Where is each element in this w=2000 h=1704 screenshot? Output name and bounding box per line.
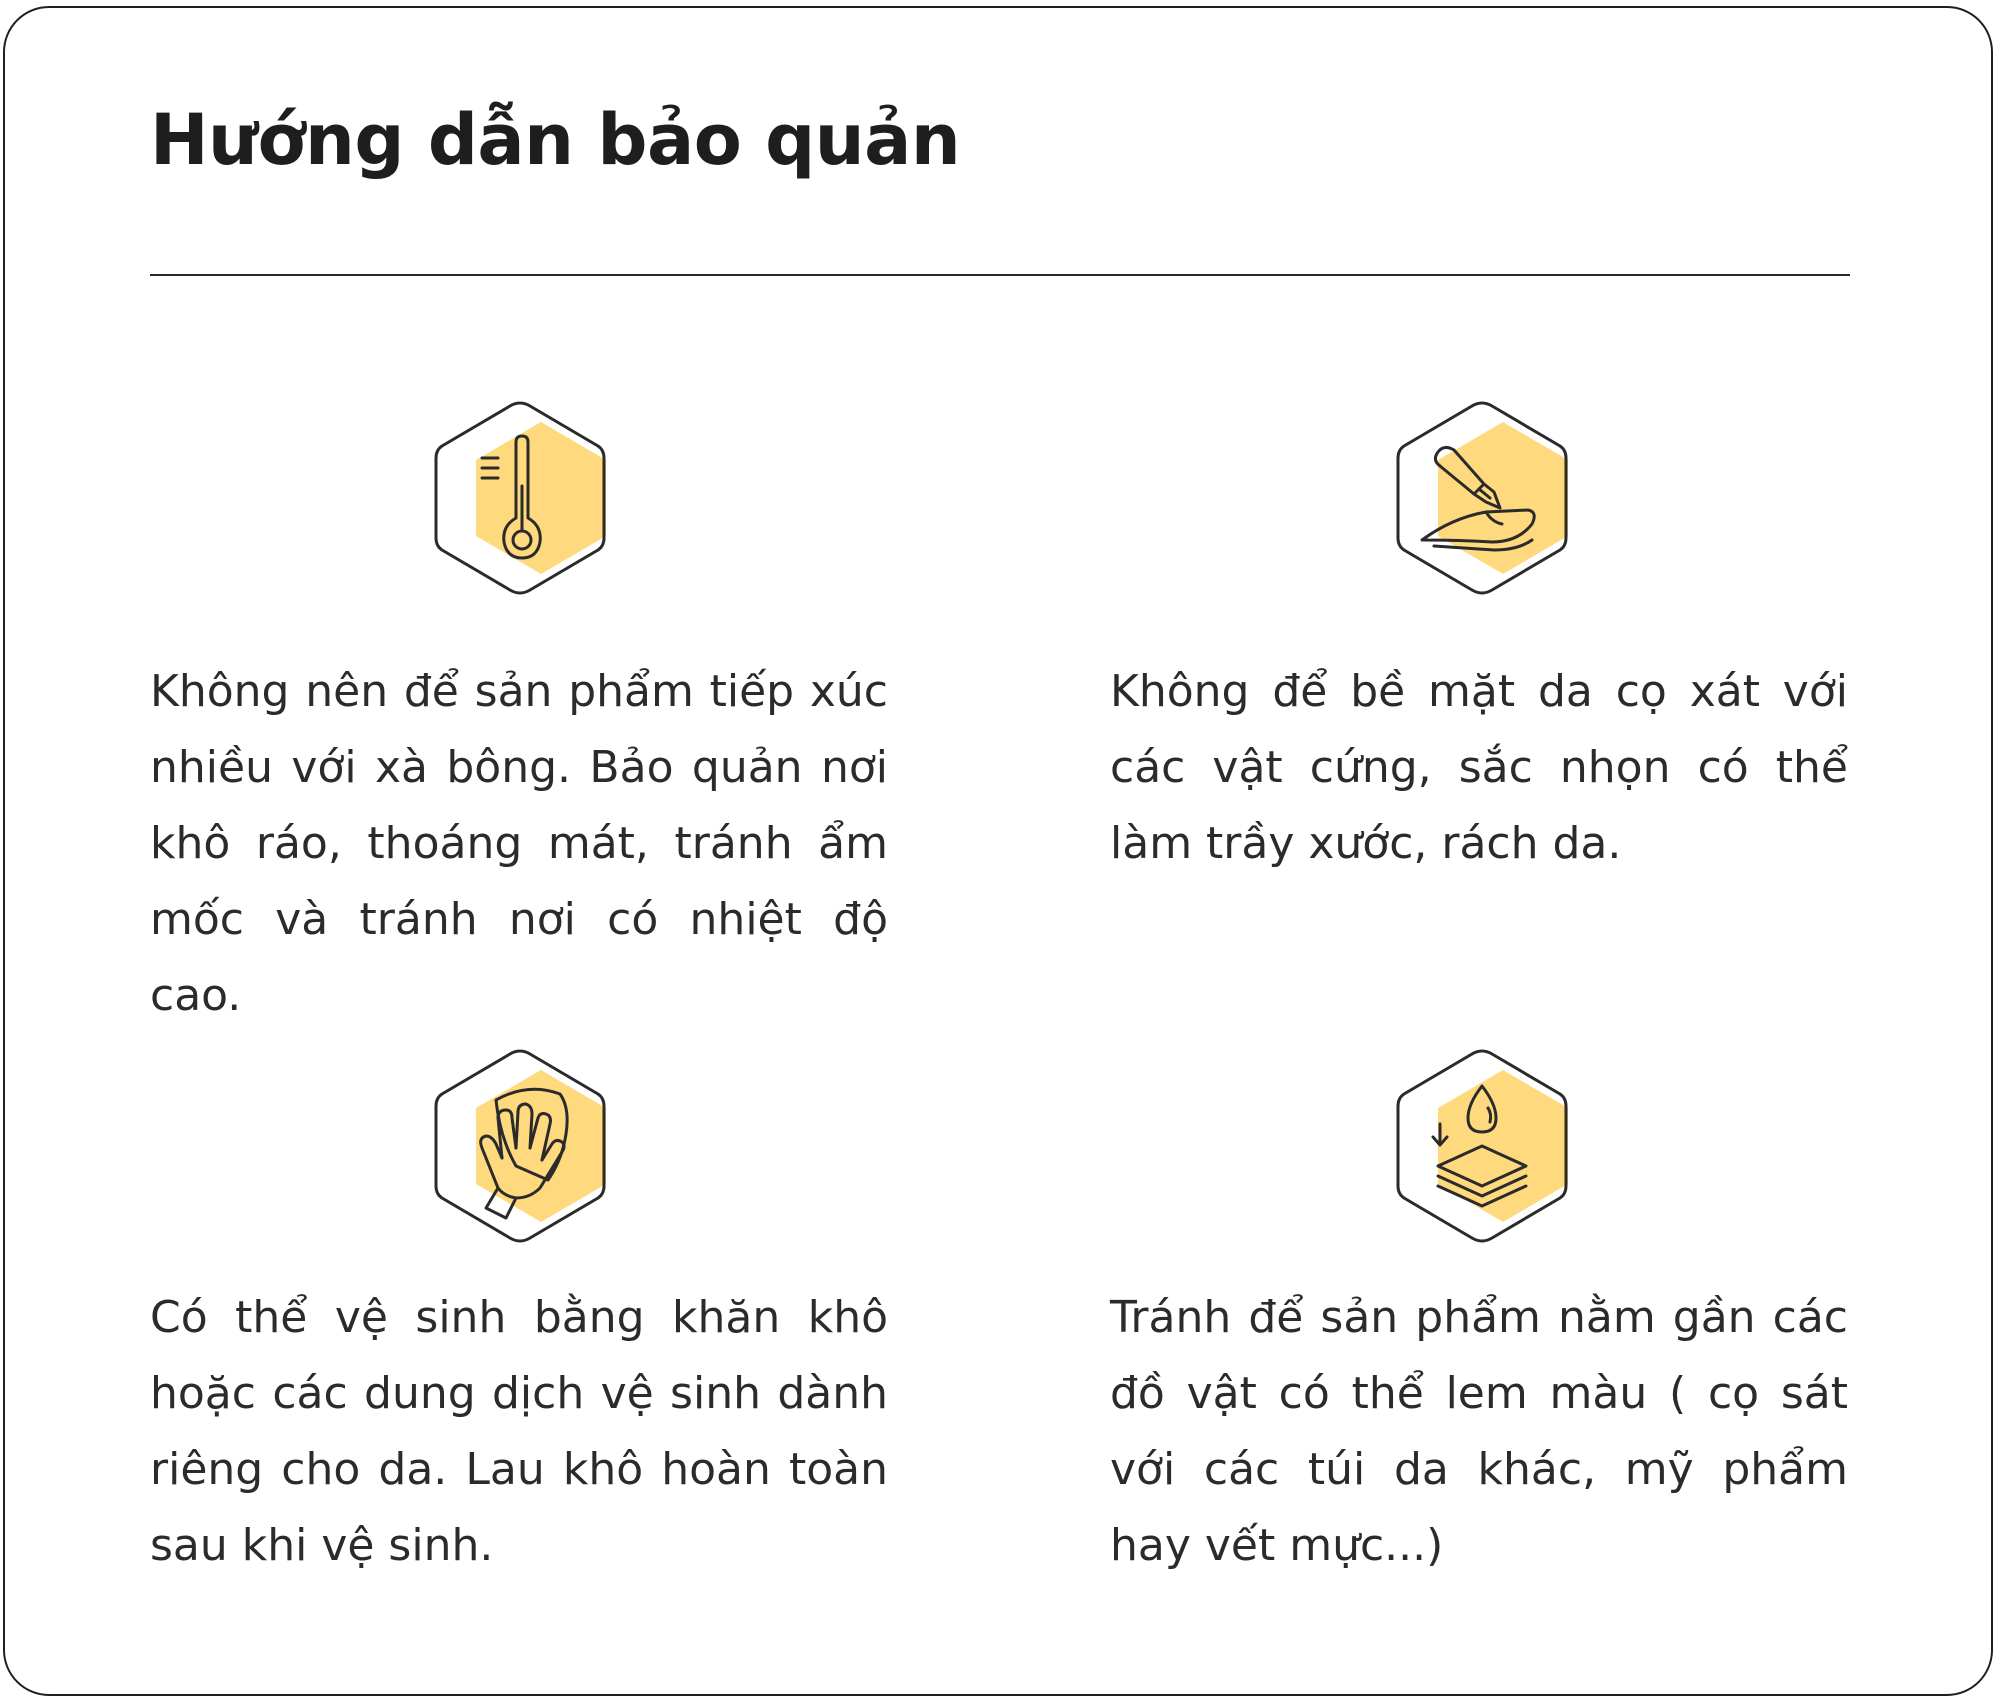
dye-drop-layers-icon: [1382, 1048, 1582, 1248]
page-title: Hướng dẫn bảo quản: [150, 99, 961, 181]
blade-cutting-leather-icon: [1382, 400, 1582, 600]
care-item-2-text: Không để bề mặt da cọ xát với các vật cứng, sắc nhọn có thể làm trầy xước, rách da.: [1110, 666, 1848, 869]
hand-wiping-cloth-icon: [420, 1048, 620, 1248]
title-divider: [150, 274, 1850, 276]
care-item-4-text: Tránh để sản phẩm nằm gần các đồ vật có thể lem màu ( cọ sát với các túi da khác, mỹ phẩm hay vết mực...): [1110, 1292, 1848, 1571]
care-item-3-text: Có thể vệ sinh bằng khăn khô hoặc các dung dịch vệ sinh dành riêng cho da. Lau khô hoàn toàn sau khi vệ sinh.: [150, 1292, 888, 1571]
care-item-1-text: Không nên để sản phẩm tiếp xúc nhiều với xà bông. Bảo quản nơi khô ráo, thoáng mát, tránh ẩm mốc và tránh nơi có nhiệt độ cao.: [150, 666, 888, 1021]
thermometer-icon: [420, 400, 620, 600]
